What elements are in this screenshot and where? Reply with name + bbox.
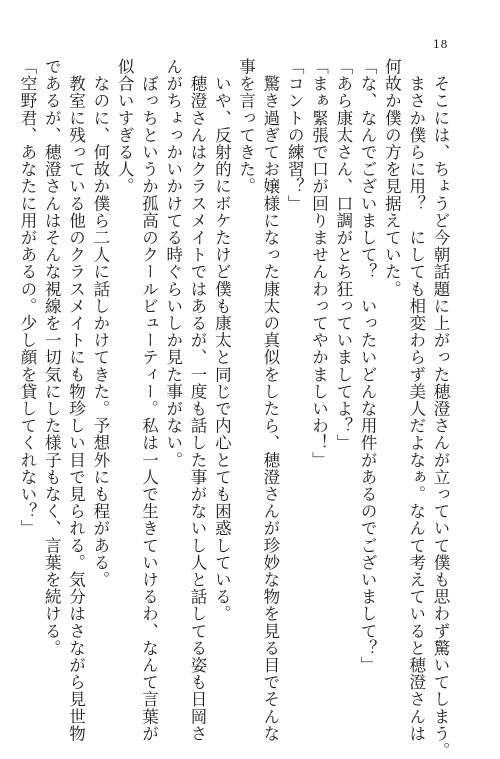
- text-line: んがちょっかいかけてる時ぐらいしか見た事がない。: [163, 58, 183, 469]
- text-line: なのに、何故か僕ら二人に話しかけてきた。予想外にも程がある。: [90, 58, 110, 589]
- text-line: 驚き過ぎてお嬢様になった康太の真似をしたら、穂澄さんが珍妙な物を見る目でそんな: [260, 58, 280, 742]
- text-line: いや、反射的にボケたけど僕も康太と同じで内心とても困惑している。: [212, 58, 232, 623]
- text-line: 事を言ってきた。: [236, 58, 256, 195]
- text-line: 「まぁ緊張で口が回りませんわってやかましいわ！」: [309, 58, 329, 469]
- text-line: まさか僕らに用？ にしても相変わらず美人だよなぁ。なんて考えていると穂澄さんは: [406, 58, 426, 742]
- text-line: 「空野君、あなたに用があるの。少し顔を貸してくれない？」: [17, 58, 37, 537]
- text-line: 「コントの練習？」: [285, 58, 305, 212]
- text-line: 「あら康太さん、口調がとち狂っていましてよ？」: [333, 58, 353, 452]
- text-line: 何故か僕の方を見据えていた。: [382, 58, 402, 298]
- text-line: 穂澄さんはクラスメイトではあるが、一度も話した事がないし人と話してる姿も日岡さ: [188, 58, 208, 742]
- text-line: ぼっちというか孤高のクールビューティー。私は一人で生きていけるわ、なんて言葉が: [139, 58, 159, 742]
- text-line: 「な、なんでございまして？ いったいどんな用件があるのでございまして？」: [358, 58, 378, 674]
- text-line: そこには、ちょうど今朝話題に上がった穂澄さんが立っていて僕も思わず驚いてしまう。: [431, 58, 450, 759]
- text-line: 教室に残っている他のクラスメイトにも物珍しい目で見られる。気分はさながら見世物: [66, 58, 86, 742]
- text-line: 似合いすぎる人。: [115, 58, 135, 195]
- novel-text-block: [15, 58, 452, 759]
- text-line: であるが、穂澄さんはそんな視線を一切気にした様子もなく、言葉を続ける。: [42, 58, 62, 657]
- page-number: 18: [433, 38, 448, 51]
